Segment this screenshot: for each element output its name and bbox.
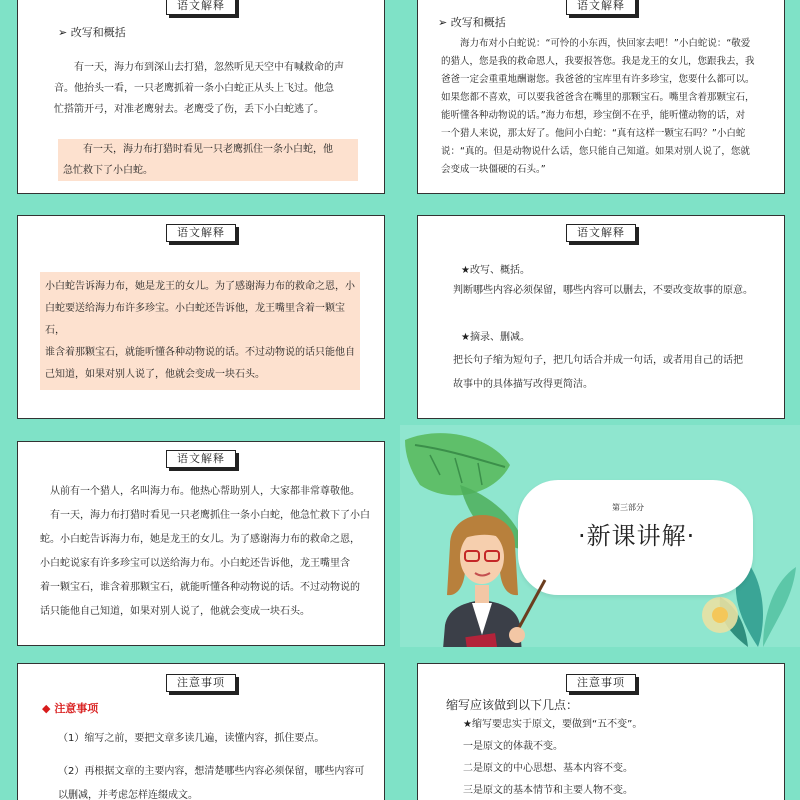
rules-list: ★缩写要忠实于原文，要做到“五不变”。 一是原文的体裁不变。 二是原文的中心思想、基本内容不变。 三是原文的基本情节和主要人物不变。 bbox=[463, 719, 643, 796]
slide-1[interactable] bbox=[0, 0, 400, 205]
slide-badge: 语文解释 bbox=[566, 224, 636, 242]
chevron-right-icon: ➢ bbox=[438, 16, 448, 29]
slide-3[interactable] bbox=[0, 205, 400, 425]
method-heading-1: ★改写、概括。 bbox=[461, 265, 530, 276]
slide-7[interactable] bbox=[0, 647, 400, 800]
slide-8[interactable] bbox=[400, 647, 800, 800]
paragraph-summary: 有一天，海力布打猎时看见一只老鹰抓住一条小白蛇，他 急忙救下了小白蛇。 bbox=[58, 139, 358, 181]
story-paragraph: 海力布对小白蛇说：“可怜的小东西，快回家去吧！”小白蛇说：“敬爱 的猎人，您是我的救命恩人，我要报答您。我是龙王的女儿，您跟我去，我 爸爸一定会重重地酬谢您。我爸爸的宝库里有许多珍宝，您要什么都可以。 如果您都不喜欢，可以要我爸爸含在嘴里的那颗宝石。嘴里含着那颗宝石， 能听懂各种动物说的话。”海力布想，珍宝倒不在乎，能听懂动物的话，对 一个猎人来说，那太好了。他问小白蛇：“真有这样一颗宝石吗？”小白蛇 说：“真的。但是动物说什么话，您只能自己知道。如果对别人说了，您就 会变成一块僵硬的石头。” bbox=[441, 38, 755, 175]
slide-card bbox=[417, 0, 785, 194]
slide-badge: 注意事项 bbox=[566, 674, 636, 692]
slide-card bbox=[17, 441, 385, 646]
notice-item-2: （2）再根据文章的主要内容，想清楚哪些内容必须保留，哪些内容可 以删减，并考虑怎样连缀成文。 bbox=[58, 766, 365, 800]
slide-4[interactable] bbox=[400, 205, 800, 425]
chevron-right-icon: ➢ bbox=[58, 26, 68, 39]
section-heading: ➢ 改写和概括 bbox=[58, 26, 126, 39]
slide-6[interactable] bbox=[400, 425, 800, 647]
full-summary-paragraph: 从前有一个猎人，名叫海力布。他热心帮助别人，大家都非常尊敬他。 有一天，海力布打猎时看见一只老鹰抓住一条小白蛇，他急忙救下了小白 蛇。小白蛇告诉海力布，她是龙王的女儿。为了感谢海力布的救命之恩， 小白蛇说家有许多珍宝可以送给海力布。小白蛇还告诉他，龙王嘴里含 着一颗宝石，谁含着那颗宝石，就能听懂各种动物说的话。不过动物说的 话只能他自己知道，如果对别人说了，他就会变成一块石头。 bbox=[40, 486, 370, 617]
section-heading: ➢ 改写和概括 bbox=[438, 16, 506, 29]
notice-item-1: （1）缩写之前，要把文章多读几遍，读懂内容，抓住要点。 bbox=[58, 733, 325, 744]
notice-heading: ◆ 注意事项 bbox=[42, 702, 99, 715]
teacher-illustration bbox=[420, 485, 550, 647]
slide-card bbox=[17, 0, 385, 194]
method-heading-2: ★摘录、删减。 bbox=[461, 332, 530, 343]
rules-heading: 缩写应该做到以下几点： bbox=[446, 698, 579, 712]
slide-5[interactable] bbox=[0, 425, 400, 647]
slide-badge: 语文解释 bbox=[166, 0, 236, 15]
paragraph-original: 有一天，海力布到深山去打猎，忽然听见天空中有喊救命的声 音。他抬头一看，一只老鹰抓着一条小白蛇正从头上飞过。他急 忙搭箭开弓，对准老鹰射去。老鹰受了伤，丢下小白蛇逃了。 bbox=[54, 62, 344, 115]
method-text-1: 判断哪些内容必须保留，哪些内容可以删去，不要改变故事的原意。 bbox=[453, 285, 753, 296]
part-label: 第三部分 bbox=[612, 503, 644, 512]
slide-badge: 语文解释 bbox=[566, 0, 636, 15]
slide-badge: 语文解释 bbox=[166, 450, 236, 468]
diamond-icon: ◆ bbox=[42, 702, 51, 715]
slide-card bbox=[417, 215, 785, 419]
summary-paragraph: 小白蛇告诉海力布，她是龙王的女儿。为了感谢海力布的救命之恩，小 白蛇要送给海力布许多珍宝。小白蛇还告诉他，龙王嘴里含着一颗宝石， 谁含着那颗宝石，就能听懂各种动物说的话。不过动物说的话只能他自 己知道，如果对别人说了，他就会变成一块石头。 bbox=[40, 272, 360, 390]
slide-badge: 语文解释 bbox=[166, 224, 236, 242]
slide-card bbox=[17, 663, 385, 800]
method-text-2: 把长句子缩为短句子，把几句话合并成一句话，或者用自己的话把 故事中的具体描写改得更简洁。 bbox=[453, 355, 743, 390]
slide-2[interactable] bbox=[400, 0, 800, 205]
section-title: ·新课讲解· bbox=[578, 522, 696, 550]
slide-badge: 注意事项 bbox=[166, 674, 236, 692]
slide-card bbox=[417, 663, 785, 800]
slide-card bbox=[17, 215, 385, 419]
